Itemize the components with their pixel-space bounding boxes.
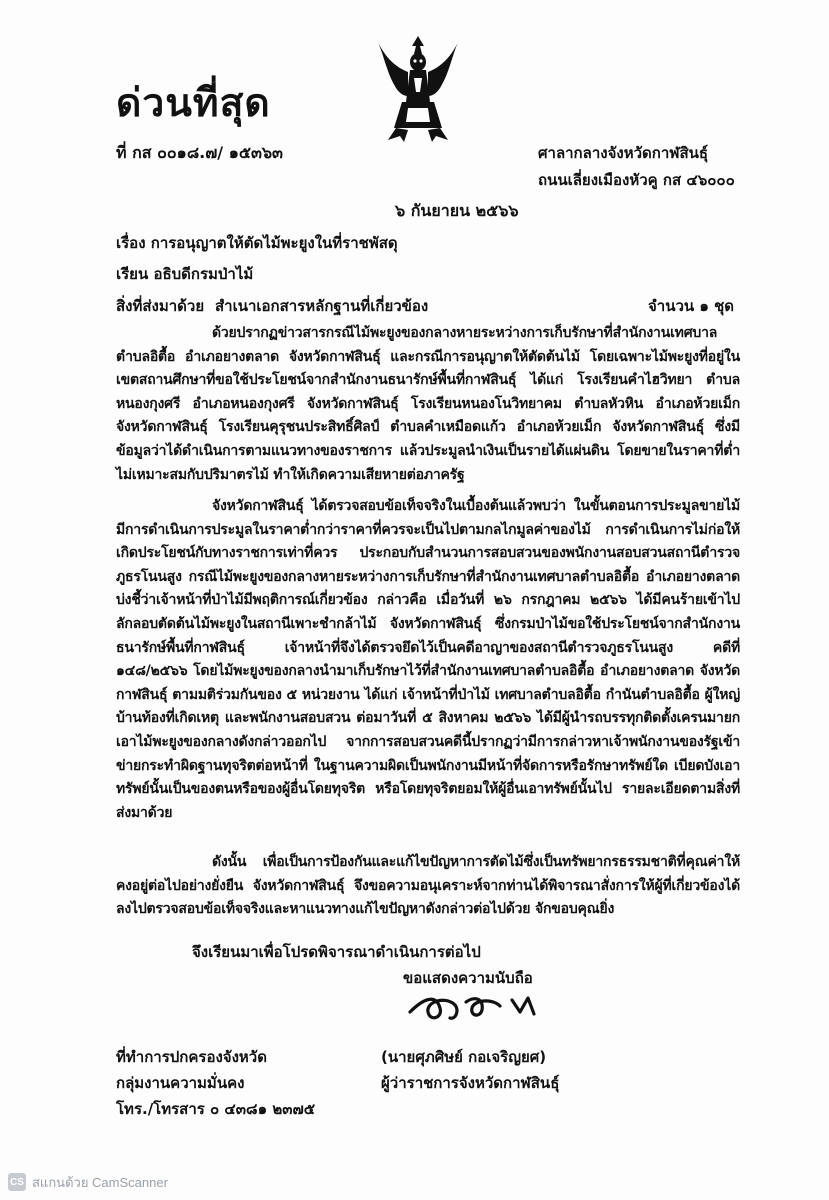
enclosure-text: สำเนาเอกสารหลักฐานที่เกี่ยวข้อง — [215, 297, 429, 315]
handwritten-signature — [400, 982, 600, 1028]
body-paragraph-2: จังหวัดกาฬสินธุ์ ได้ตรวจสอบข้อเท็จจริงในเบื้องต้นแล้วพบว่า ในขั้นตอนการประมูลขายไม้ มีการดำเนินการประมูลในราคาต่ำกว่าราคาที่ควรจะเป็นไปตามกลไกมูลค่าของไม้ การดำเนินการไม่ก่อให้เกิดประโยชน์กับทางราชการเท่าที่ควร ประกอบกับสำนวนการสอบสวนของพนักงานสอบสวนสถานีตำรวจภูธรโนนสูง กรณีไม้พะยูงของกลางหายระหว่างการเก็บรักษาที่สำนักงานเทศบาลตำบลอิตื้อ อำเภอยางตลาด บ่งชี้ว่าเจ้าหน้าที่ป่าไม้มีพฤติการณ์เกี่ยวข้อง กล่าวคือ เมื่อวันที่ ๒๖ กรกฎาคม ๒๕๖๖ ได้มีคนร้ายเข้าไปลักลอบตัดต้นไม้พะยูงในสถานีเพาะชำกล้าไม้ จังหวัดกาฬสินธุ์ ซึ่งกรมป่าไม้ขอใช้ประโยชน์จากสำนักงานธนารักษ์พื้นที่กาฬสินธุ์ เจ้าหน้าที่จึงได้ตรวจยึดไว้เป็นคดีอาญาของสถานีตำรวจภูธรโนนสูง คดีที่ ๑๔๘/๒๕๖๖ โดยไม้พะยูงของกลางนำมาเก็บรักษาไว้ที่สำนักงานเทศบาลตำบลอิตื้อ อำเภอยางตลาด จังหวัดกาฬสินธุ์ ตามมติร่วมกันของ ๕ หน่วยงาน ได้แก่ เจ้าหน้าที่ป่าไม้ เทศบาลตำบลอิตื้อ กำนันตำบลอิตื้อ ผู้ใหญ่บ้านท้องที่เกิดเหตุ และพนักงานสอบสวน ต่อมาวันที่ ๕ สิงหาคม ๒๕๖๖ ได้มีผู้นำรถบรรทุกติดตั้งเครนมายกเอาไม้พะยูงของกลางดังกล่าวออกไป จากการสอบสวนคดีนี้ปรากฏว่ามีการกล่าวหาเจ้าพนักงานของรัฐเข้าข่ายกระทำผิดฐานทุจริตต่อหน้าที่ ในฐานความผิดเป็นพนักงานมีหน้าที่จัดการหรือรักษาทรัพย์ใด เบียดบังเอาทรัพย์นั้นเป็นของตนหรือของผู้อื่นโดยทุจริต หรือโดยทุจริตยอมให้ผู้อื่นเอาทรัพย์นั้นไป รายละเอียดตามสิ่งที่ส่งมาด้วย — [116, 498, 740, 821]
subject-line: เรื่อง การอนุญาตให้ตัดไม้พะยูงในที่ราชพัสดุ — [116, 234, 398, 252]
enclosure-count: จำนวน ๑ ชุด — [648, 297, 735, 315]
signer-position: ผู้ว่าราชการจังหวัดกาฬสินธุ์ — [381, 1074, 560, 1092]
office-name: ที่ทำการปกครองจังหวัด — [116, 1048, 267, 1066]
body-paragraph-3: ดังนั้น เพื่อเป็นการป้องกันและแก้ไขปัญหาการตัดไม้ซึ่งเป็นทรัพยากรธรรมชาติที่คุณค่าให้คงอยู่ต่อไปอย่างยั่งยืน จังหวัดกาฬสินธุ์ จึงขอความอนุเคราะห์จากท่านได้พิจารณาสั่งการให้ผู้ที่เกี่ยวข้องได้ลงไปตรวจสอบข้อเท็จจริงและหาแนวทางแก้ไขปัญหาดังกล่าวต่อไปด้วย จักขอบคุณยิ่ง — [116, 854, 740, 918]
regards-line: ขอแสดงความนับถือ — [403, 969, 533, 987]
recipient-line: เรียน อธิบดีกรมป่าไม้ — [116, 265, 254, 283]
body-paragraph-1: ด้วยปรากฏข่าวสารกรณีไม้พะยูงของกลางหายระหว่างการเก็บรักษาที่สำนักงานเทศบาลตำบลอิตื้อ อำเภอยางตลาด จังหวัดกาฬสินธุ์ และกรณีการอนุญาตให้ตัดต้นไม้ โดยเฉพาะไม้พะยูงที่อยู่ในเขตสถานศึกษาที่ขอใช้ประโยชน์จากสำนักงานธนารักษ์พื้นที่กาฬสินธุ์ ได้แก่ โรงเรียนคำไฮวิทยา ตำบลหนองกุงศรี อำเภอหนองกุงศรี จังหวัดกาฬสินธุ์ โรงเรียนหนองโนวิทยาคม ตำบลหัวหิน อำเภอห้วยเม็ก จังหวัดกาฬสินธุ์ โรงเรียนคุรุชนประสิทธิ์ศิลป์ ตำบลคำเหมือดแก้ว อำเภอห้วยเม็ก จังหวัดกาฬสินธุ์ ซึ่งมีข้อมูลว่าได้ดำเนินการตามแนวทางของราชการ แล้วประมูลนำเงินเป็นรายได้แผ่นดิน โดยขายในราคาที่ต่ำไม่เหมาะสมกับปริมาตรไม้ ทำให้เกิดความเสียหายต่อภาครัฐ — [116, 325, 740, 483]
address-line-1: ศาลากลางจังหวัดกาฬสินธุ์ — [538, 144, 709, 162]
office-division: กลุ่มงานความมั่นคง — [116, 1074, 245, 1092]
enclosure-label: สิ่งที่ส่งมาด้วย — [116, 297, 205, 315]
garuda-emblem-icon — [372, 32, 464, 144]
letter-date: ๖ กันยายน ๒๕๖๖ — [395, 201, 519, 220]
reference-number: ที่ กส ๐๐๑๘.๗/ ๑๕๓๖๓ — [116, 143, 283, 162]
signer-name: (นายศุภศิษย์ กอเจริญยศ) — [381, 1048, 547, 1066]
address-line-2: ถนนเลี่ยงเมืองหัวคู กส ๔๖๐๐๐ — [538, 171, 735, 189]
closing-line: จึงเรียนมาเพื่อโปรดพิจารณาดำเนินการต่อไป — [192, 943, 481, 961]
watermark-text: สแกนด้วย CamScanner — [32, 1174, 168, 1190]
urgent-heading: ด่วนที่สุด — [116, 81, 271, 126]
office-phone: โทร./โทรสาร ๐ ๔๓๘๑ ๒๓๗๕ — [116, 1100, 316, 1118]
camscanner-logo-icon: CS — [8, 1173, 26, 1191]
camscanner-watermark — [8, 1172, 168, 1192]
